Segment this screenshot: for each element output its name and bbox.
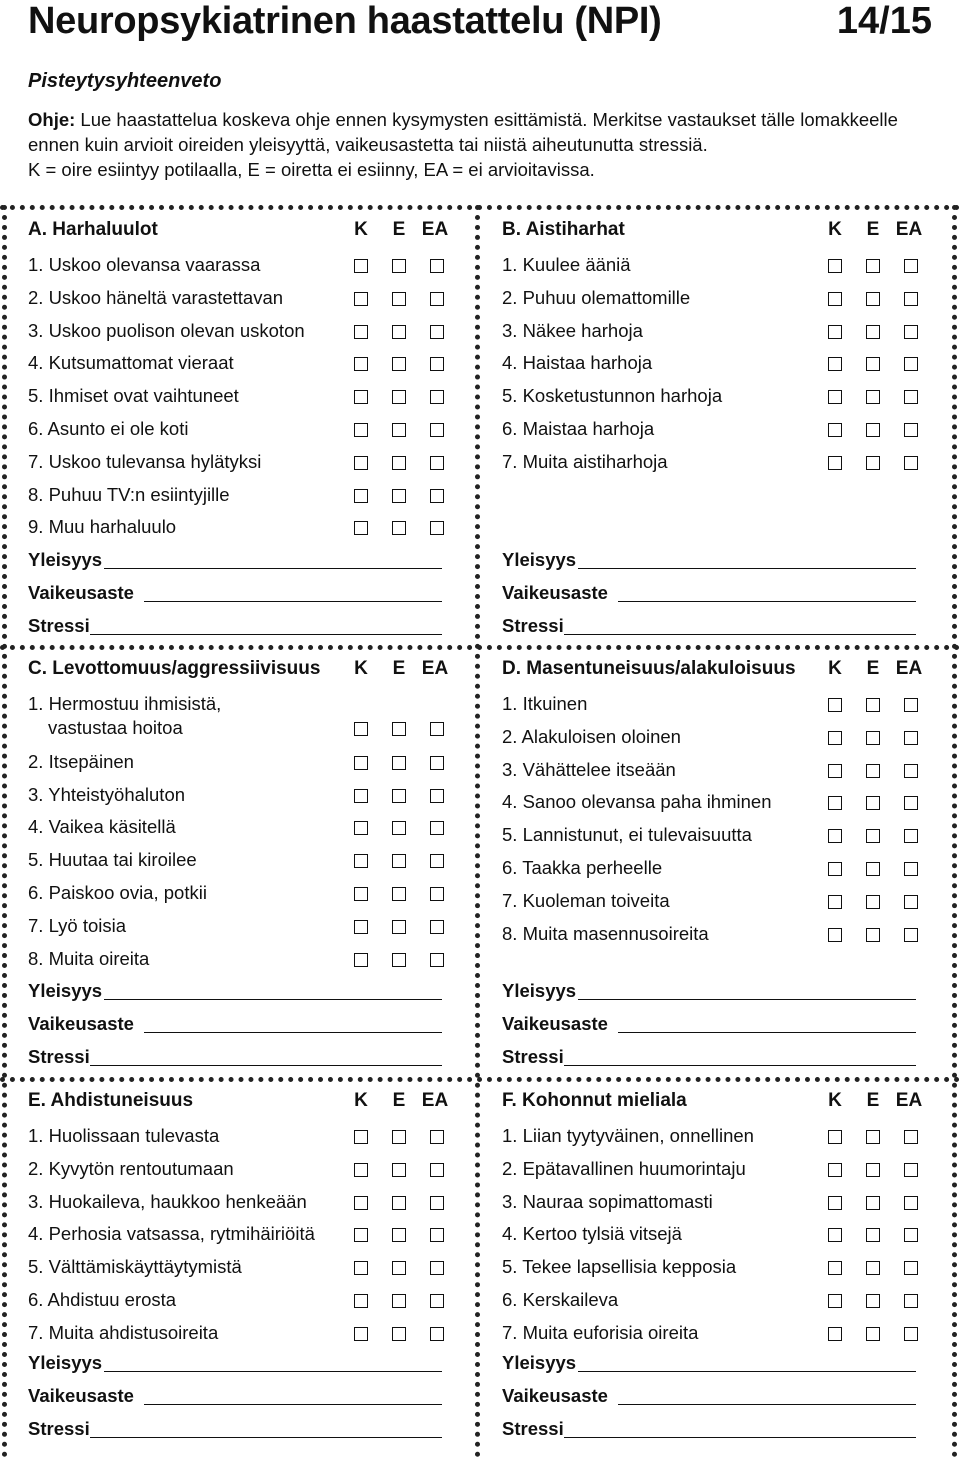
- checkbox-ea[interactable]: [904, 731, 918, 745]
- frequency-rating: [502, 980, 922, 1006]
- symptom-label: 3. Vähättelee itseään: [502, 758, 676, 780]
- checkbox-ea[interactable]: [904, 456, 918, 470]
- rating-label: Stressi: [502, 1417, 564, 1439]
- checkbox-e[interactable]: [392, 722, 406, 736]
- checkbox-k[interactable]: [354, 854, 368, 868]
- checkbox-ea[interactable]: [430, 1163, 444, 1177]
- checkbox-ea[interactable]: [430, 887, 444, 901]
- distress-rating: [28, 615, 448, 641]
- checkbox-ea[interactable]: [430, 1294, 444, 1308]
- checkbox-e[interactable]: [866, 357, 880, 371]
- column-header-ea: EA: [895, 658, 923, 679]
- section-title: D. Masentuneisuus/alakuloisuus: [502, 658, 796, 679]
- symptom-label: 6. Maistaa harhoja: [502, 418, 655, 439]
- checkbox-e[interactable]: [392, 1261, 406, 1275]
- checkbox-e[interactable]: [392, 489, 406, 503]
- checkbox-k[interactable]: [354, 1327, 368, 1341]
- checkbox-k[interactable]: [828, 423, 842, 437]
- checkbox-k[interactable]: [354, 357, 368, 371]
- rating-label: Vaikeusaste: [502, 1384, 608, 1406]
- dotted-divider: [475, 205, 480, 1458]
- checkbox-e[interactable]: [392, 1294, 406, 1308]
- rating-input-line[interactable]: [564, 1065, 916, 1066]
- column-header-k: K: [354, 1090, 368, 1111]
- instruction-line-2: ennen kuin arvioit oireiden yleisyyttä, vaikeusastetta tai niistä aiheutunutta stressiä.: [28, 134, 708, 155]
- rating-input-line[interactable]: [104, 1371, 442, 1372]
- severity-rating: [28, 582, 448, 608]
- section-header: [28, 1090, 448, 1116]
- checkbox-e[interactable]: [866, 862, 880, 876]
- checkbox-k[interactable]: [828, 1327, 842, 1341]
- checkbox-e[interactable]: [392, 887, 406, 901]
- checkbox-ea[interactable]: [904, 259, 918, 273]
- symptom-label: 2. Uskoo häneltä varastettavan: [28, 286, 284, 308]
- checkbox-e[interactable]: [392, 423, 406, 437]
- rating-label: Stressi: [28, 1417, 90, 1439]
- checkbox-k[interactable]: [828, 731, 842, 745]
- checkbox-ea[interactable]: [904, 1261, 918, 1275]
- rating-input-line[interactable]: [618, 1032, 916, 1033]
- section-subtitle: Pisteytysyhteenveto: [28, 70, 222, 92]
- symptom-label: 1. Liian tyytyväinen, onnellinen: [502, 1125, 754, 1146]
- checkbox-k[interactable]: [828, 1196, 842, 1210]
- checkbox-k[interactable]: [828, 895, 842, 909]
- dotted-divider: [952, 205, 957, 1458]
- checkbox-k[interactable]: [828, 764, 842, 778]
- rating-input-line[interactable]: [578, 568, 916, 569]
- checkbox-k[interactable]: [828, 357, 842, 371]
- checkbox-ea[interactable]: [430, 489, 444, 503]
- checkbox-ea[interactable]: [904, 292, 918, 306]
- symptom-label: 1. Hermostuu ihmisistä,: [28, 693, 222, 714]
- checkbox-e[interactable]: [392, 357, 406, 371]
- checkbox-k[interactable]: [828, 829, 842, 843]
- checkbox-ea[interactable]: [430, 423, 444, 437]
- checkbox-k[interactable]: [354, 259, 368, 273]
- symptom-label: 7. Muita ahdistusoireita: [28, 1321, 219, 1343]
- checkbox-k[interactable]: [828, 390, 842, 404]
- rating-input-line[interactable]: [564, 1437, 916, 1438]
- symptom-label: 4. Kutsumattomat vieraat: [28, 352, 234, 374]
- symptom-label: 6. Asunto ei ole koti: [28, 418, 189, 439]
- checkbox-k[interactable]: [354, 1163, 368, 1177]
- checkbox-ea[interactable]: [430, 456, 444, 470]
- checkbox-ea[interactable]: [904, 698, 918, 712]
- rating-label: Yleisyys: [28, 1352, 103, 1373]
- checkbox-ea[interactable]: [904, 423, 918, 437]
- rating-label: Vaikeusaste: [28, 1012, 134, 1034]
- checkbox-k[interactable]: [828, 862, 842, 876]
- dotted-divider: [0, 645, 960, 650]
- rating-label: Vaikeusaste: [28, 581, 134, 603]
- symptom-label: 7. Uskoo tulevansa hylätyksi: [28, 450, 262, 472]
- symptom-label: 2. Kyvytön rentoutumaan: [28, 1157, 234, 1179]
- column-header-ea: EA: [421, 219, 449, 240]
- rating-input-line[interactable]: [564, 634, 916, 635]
- checkbox-e[interactable]: [866, 895, 880, 909]
- rating-input-line[interactable]: [90, 1065, 442, 1066]
- section-title: B. Aistiharhat: [502, 219, 625, 240]
- checkbox-ea[interactable]: [904, 1228, 918, 1242]
- checkbox-ea[interactable]: [430, 521, 444, 535]
- checkbox-e[interactable]: [866, 731, 880, 745]
- symptom-label: 3. Yhteistyöhaluton: [28, 783, 186, 805]
- checkbox-ea[interactable]: [904, 928, 918, 942]
- checkbox-ea[interactable]: [430, 292, 444, 306]
- checkbox-k[interactable]: [828, 259, 842, 273]
- symptom-label: 7. Muita aistiharhoja: [502, 450, 668, 472]
- rating-label: Stressi: [502, 1045, 564, 1067]
- symptom-label: 8. Muita oireita: [28, 947, 150, 969]
- rating-input-line[interactable]: [144, 1404, 442, 1405]
- checkbox-k[interactable]: [354, 292, 368, 306]
- distress-rating: [502, 1418, 922, 1444]
- rating-input-line[interactable]: [90, 634, 442, 635]
- frequency-rating: [28, 1352, 448, 1378]
- section-header: [502, 219, 922, 245]
- column-header-k: K: [354, 219, 368, 240]
- checkbox-k[interactable]: [354, 821, 368, 835]
- checkbox-k[interactable]: [828, 1130, 842, 1144]
- checkbox-ea[interactable]: [904, 390, 918, 404]
- checkbox-k[interactable]: [354, 423, 368, 437]
- symptom-label: 2. Itsepäinen: [28, 750, 134, 772]
- symptom-label: 1. Uskoo olevansa vaarassa: [28, 254, 261, 275]
- checkbox-e[interactable]: [392, 1196, 406, 1210]
- symptom-label: 4. Haistaa harhoja: [502, 352, 653, 374]
- rating-input-line[interactable]: [104, 568, 442, 569]
- checkbox-k[interactable]: [828, 796, 842, 810]
- rating-input-line[interactable]: [618, 601, 916, 602]
- checkbox-ea[interactable]: [430, 920, 444, 934]
- checkbox-e[interactable]: [392, 756, 406, 770]
- checkbox-ea[interactable]: [430, 325, 444, 339]
- rating-label: Yleisyys: [502, 549, 577, 570]
- checkbox-k[interactable]: [354, 789, 368, 803]
- section-title: F. Kohonnut mieliala: [502, 1090, 687, 1111]
- symptom-label: 4. Kertoo tylsiä vitsejä: [502, 1223, 682, 1245]
- checkbox-e[interactable]: [866, 1163, 880, 1177]
- checkbox-k[interactable]: [828, 456, 842, 470]
- symptom-label: 5. Tekee lapsellisia kepposia: [502, 1256, 737, 1278]
- rating-label: Vaikeusaste: [28, 1384, 134, 1406]
- checkbox-ea[interactable]: [430, 357, 444, 371]
- checkbox-e[interactable]: [866, 829, 880, 843]
- column-header-ea: EA: [895, 1090, 923, 1111]
- checkbox-e[interactable]: [392, 1228, 406, 1242]
- column-header-e: E: [866, 219, 880, 240]
- column-header-k: K: [828, 219, 842, 240]
- checkbox-e[interactable]: [866, 928, 880, 942]
- column-header-e: E: [866, 1090, 880, 1111]
- symptom-label: 4. Perhosia vatsassa, rytmihäiriöitä: [28, 1223, 315, 1245]
- distress-rating: [502, 1046, 922, 1072]
- symptom-label: 6. Paiskoo ovia, potkii: [28, 882, 207, 903]
- checkbox-k[interactable]: [354, 722, 368, 736]
- column-header-e: E: [866, 658, 880, 679]
- rating-input-line[interactable]: [618, 1404, 916, 1405]
- checkbox-ea[interactable]: [904, 1196, 918, 1210]
- symptom-label: 3. Huokaileva, haukkoo henkeään: [28, 1190, 307, 1212]
- checkbox-k[interactable]: [354, 1228, 368, 1242]
- checkbox-ea[interactable]: [904, 764, 918, 778]
- symptom-label: 3. Nauraa sopimattomasti: [502, 1190, 713, 1212]
- distress-rating: [28, 1418, 448, 1444]
- checkbox-e[interactable]: [392, 390, 406, 404]
- checkbox-k[interactable]: [354, 920, 368, 934]
- checkbox-k[interactable]: [354, 489, 368, 503]
- frequency-rating: [502, 549, 922, 575]
- symptom-label: 7. Lyö toisia: [28, 914, 127, 936]
- checkbox-e[interactable]: [392, 292, 406, 306]
- checkbox-e[interactable]: [866, 698, 880, 712]
- rating-label: Stressi: [502, 614, 564, 636]
- symptom-label: 3. Näkee harhoja: [502, 319, 643, 341]
- symptom-label: 5. Huutaa tai kiroilee: [28, 849, 197, 871]
- checkbox-k[interactable]: [354, 887, 368, 901]
- checkbox-e[interactable]: [392, 1327, 406, 1341]
- column-header-ea: EA: [895, 219, 923, 240]
- section-header: [28, 658, 448, 684]
- checkbox-ea[interactable]: [904, 325, 918, 339]
- column-header-k: K: [828, 658, 842, 679]
- symptom-label: 9. Muu harhaluulo: [28, 516, 177, 538]
- checkbox-e[interactable]: [866, 423, 880, 437]
- checkbox-k[interactable]: [354, 1130, 368, 1144]
- instruction-line-1: Lue haastattelua koskeva ohje ennen kysymysten esittämistä. Merkitse vastaukset tälle lomakkeelle: [75, 109, 898, 130]
- checkbox-k[interactable]: [828, 292, 842, 306]
- column-header-k: K: [354, 658, 368, 679]
- severity-rating: [28, 1385, 448, 1411]
- section-header: [502, 1090, 922, 1116]
- frequency-rating: [28, 980, 448, 1006]
- severity-rating: [28, 1013, 448, 1039]
- column-header-e: E: [392, 1090, 406, 1111]
- symptom-label: 6. Kerskaileva: [502, 1289, 619, 1310]
- checkbox-ea[interactable]: [430, 1196, 444, 1210]
- dotted-divider: [0, 1077, 960, 1082]
- severity-rating: [502, 1385, 922, 1411]
- symptom-label: 2. Puhuu olemattomille: [502, 286, 691, 308]
- rating-input-line[interactable]: [104, 999, 442, 1000]
- rating-label: Yleisyys: [502, 1352, 577, 1373]
- column-header-ea: EA: [421, 658, 449, 679]
- rating-input-line[interactable]: [144, 601, 442, 602]
- symptom-label: 6. Ahdistuu erosta: [28, 1289, 177, 1310]
- rating-label: Yleisyys: [28, 549, 103, 570]
- section-title: C. Levottomuus/aggressiivisuus: [28, 658, 321, 679]
- checkbox-ea[interactable]: [430, 821, 444, 835]
- symptom-label: 7. Muita euforisia oireita: [502, 1321, 699, 1343]
- checkbox-ea[interactable]: [430, 390, 444, 404]
- column-header-k: K: [828, 1090, 842, 1111]
- checkbox-e[interactable]: [392, 789, 406, 803]
- frequency-rating: [502, 1352, 922, 1378]
- checkbox-k[interactable]: [828, 698, 842, 712]
- checkbox-e[interactable]: [392, 521, 406, 535]
- checkbox-k[interactable]: [354, 325, 368, 339]
- checkbox-k[interactable]: [354, 521, 368, 535]
- checkbox-e[interactable]: [866, 1261, 880, 1275]
- severity-rating: [502, 582, 922, 608]
- checkbox-k[interactable]: [354, 1261, 368, 1275]
- instruction-label: Ohje:: [28, 109, 76, 130]
- checkbox-ea[interactable]: [904, 796, 918, 810]
- checkbox-k[interactable]: [354, 953, 368, 967]
- rating-input-line[interactable]: [90, 1437, 442, 1438]
- symptom-label-continued: vastustaa hoitoa: [48, 717, 183, 738]
- rating-label: Vaikeusaste: [502, 581, 608, 603]
- rating-label: Stressi: [28, 614, 90, 636]
- checkbox-k[interactable]: [828, 1294, 842, 1308]
- symptom-label: 2. Epätavallinen huumorintaju: [502, 1157, 746, 1179]
- section-header: [502, 658, 922, 684]
- checkbox-e[interactable]: [392, 1163, 406, 1177]
- rating-input-line[interactable]: [144, 1032, 442, 1033]
- page-number: 14/15: [836, 0, 932, 42]
- checkbox-ea[interactable]: [430, 789, 444, 803]
- checkbox-ea[interactable]: [430, 1130, 444, 1144]
- checkbox-e[interactable]: [866, 764, 880, 778]
- checkbox-ea[interactable]: [904, 1327, 918, 1341]
- checkbox-ea[interactable]: [430, 953, 444, 967]
- symptom-label: 4. Sanoo olevansa paha ihminen: [502, 791, 772, 813]
- symptom-label: 4. Vaikea käsitellä: [28, 816, 176, 838]
- column-header-e: E: [392, 658, 406, 679]
- symptom-label: 5. Kosketustunnon harhoja: [502, 385, 723, 407]
- checkbox-e[interactable]: [392, 821, 406, 835]
- checkbox-k[interactable]: [354, 390, 368, 404]
- checkbox-e[interactable]: [866, 325, 880, 339]
- checkbox-k[interactable]: [354, 456, 368, 470]
- checkbox-ea[interactable]: [904, 1294, 918, 1308]
- symptom-label: 1. Huolissaan tulevasta: [28, 1125, 220, 1146]
- checkbox-e[interactable]: [392, 854, 406, 868]
- column-header-e: E: [392, 219, 406, 240]
- checkbox-ea[interactable]: [904, 829, 918, 843]
- symptom-label: 5. Lannistunut, ei tulevaisuutta: [502, 824, 752, 846]
- checkbox-k[interactable]: [354, 1196, 368, 1210]
- checkbox-e[interactable]: [866, 1130, 880, 1144]
- checkbox-e[interactable]: [866, 390, 880, 404]
- checkbox-e[interactable]: [392, 259, 406, 273]
- checkbox-ea[interactable]: [430, 259, 444, 273]
- symptom-label: 7. Kuoleman toiveita: [502, 889, 670, 911]
- checkbox-e[interactable]: [866, 1327, 880, 1341]
- checkbox-ea[interactable]: [430, 1327, 444, 1341]
- dotted-divider: [2, 205, 7, 1458]
- checkbox-ea[interactable]: [904, 1130, 918, 1144]
- rating-label: Yleisyys: [502, 980, 577, 1001]
- checkbox-e[interactable]: [392, 920, 406, 934]
- symptom-label: 1. Kuulee ääniä: [502, 254, 631, 275]
- checkbox-ea[interactable]: [430, 854, 444, 868]
- checkbox-e[interactable]: [392, 325, 406, 339]
- checkbox-e[interactable]: [866, 1196, 880, 1210]
- symptom-label: 1. Itkuinen: [502, 693, 588, 714]
- checkbox-e[interactable]: [866, 292, 880, 306]
- symptom-label: 3. Uskoo puolison olevan uskoton: [28, 319, 305, 341]
- checkbox-e[interactable]: [866, 1228, 880, 1242]
- rating-label: Stressi: [28, 1045, 90, 1067]
- checkbox-e[interactable]: [866, 456, 880, 470]
- symptom-label: 5. Välttämiskäyttäytymistä: [28, 1256, 242, 1278]
- symptom-label: 8. Puhuu TV:n esiintyjille: [28, 483, 230, 505]
- checkbox-k[interactable]: [828, 928, 842, 942]
- frequency-rating: [28, 549, 448, 575]
- checkbox-k[interactable]: [828, 1228, 842, 1242]
- checkbox-ea[interactable]: [430, 756, 444, 770]
- dotted-divider: [0, 205, 960, 210]
- instructions: [28, 107, 938, 182]
- rating-label: Vaikeusaste: [502, 1012, 608, 1034]
- checkbox-e[interactable]: [392, 456, 406, 470]
- section-title: A. Harhaluulot: [28, 219, 158, 240]
- instruction-line-3: K = oire esiintyy potilaalla, E = oiretta ei esiinny, EA = ei arvioitavissa.: [28, 159, 595, 180]
- checkbox-e[interactable]: [392, 953, 406, 967]
- checkbox-ea[interactable]: [904, 1163, 918, 1177]
- symptom-label: 8. Muita masennusoireita: [502, 922, 709, 944]
- rating-input-line[interactable]: [578, 999, 916, 1000]
- checkbox-k[interactable]: [828, 325, 842, 339]
- symptom-label: 6. Taakka perheelle: [502, 857, 663, 878]
- checkbox-k[interactable]: [354, 1294, 368, 1308]
- checkbox-k[interactable]: [354, 756, 368, 770]
- checkbox-ea[interactable]: [904, 357, 918, 371]
- checkbox-e[interactable]: [866, 1294, 880, 1308]
- symptom-label: 2. Alakuloisen oloinen: [502, 725, 681, 747]
- section-title: E. Ahdistuneisuus: [28, 1090, 194, 1111]
- checkbox-ea[interactable]: [904, 862, 918, 876]
- rating-label: Yleisyys: [28, 980, 103, 1001]
- checkbox-ea[interactable]: [430, 1261, 444, 1275]
- checkbox-ea[interactable]: [430, 722, 444, 736]
- distress-rating: [28, 1046, 448, 1072]
- section-header: [28, 219, 448, 245]
- rating-input-line[interactable]: [578, 1371, 916, 1372]
- page-title: Neuropsykiatrinen haastattelu (NPI): [28, 0, 662, 42]
- checkbox-e[interactable]: [866, 796, 880, 810]
- checkbox-k[interactable]: [828, 1163, 842, 1177]
- severity-rating: [502, 1013, 922, 1039]
- distress-rating: [502, 615, 922, 641]
- checkbox-e[interactable]: [866, 259, 880, 273]
- column-header-ea: EA: [421, 1090, 449, 1111]
- symptom-label: 5. Ihmiset ovat vaihtuneet: [28, 385, 239, 407]
- checkbox-ea[interactable]: [904, 895, 918, 909]
- checkbox-ea[interactable]: [430, 1228, 444, 1242]
- checkbox-k[interactable]: [828, 1261, 842, 1275]
- checkbox-e[interactable]: [392, 1130, 406, 1144]
